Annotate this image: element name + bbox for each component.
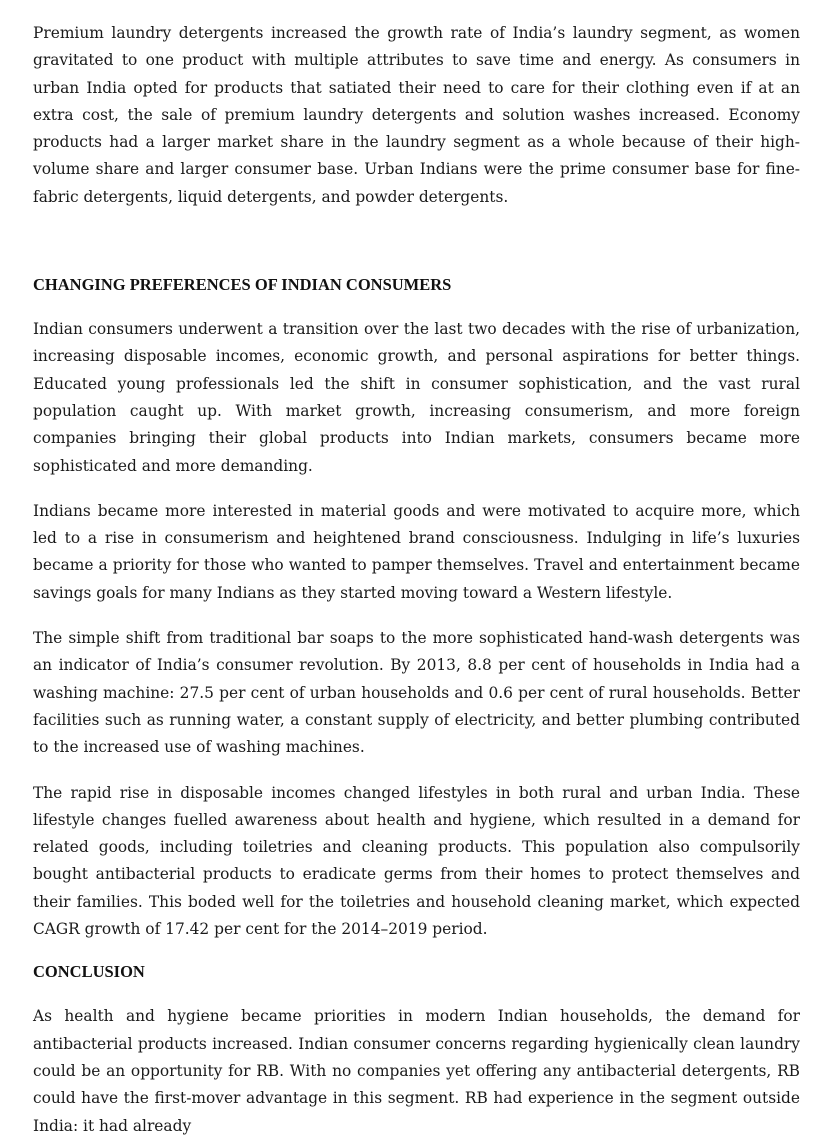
paragraph-bar-soaps: The simple shift from traditional bar soaps to the more sophisticated hand-wash detergents was an indicator of India’s consumer revolution. By 2013, 8.8 per cent of households in India had a washing machine: 27.5 per cent of urban households and 0.6 per cent of rural households. Better facilities such as running water, a constant supply of electricity, and better plumbing contributed to the increased use of washing machines. (33, 629, 800, 757)
paragraph-consumer-transition: Indian consumers underwent a transition over the last two decades with the rise of urbanization, increasing disposable incomes, economic growth, and personal aspirations for better things. Educated young professionals led the shift in consumer sophistication, and the vast rural population caught up. With market growth, increasing consumerism, and more foreign companies bringing their global products into Indian markets, consumers became more sophisticated and more demanding. (33, 320, 800, 475)
paragraph-disposable-incomes: The rapid rise in disposable incomes changed lifestyles in both rural and urban India. These lifestyle changes fuelled awareness about health and hygiene, which resulted in a demand for related goods, including toiletries and cleaning products. This population also compulsorily bought antibacterial products to eradicate germs from their homes to protect themselves and their families. This boded well for the toiletries and household cleaning market, which expected CAGR growth of 17.42 per cent for the 2014–2019 period. (33, 783, 800, 939)
paragraph-material-goods: Indians became more interested in material goods and were motivated to acquire more, which led to a rise in consumerism and heightened brand consciousness. Indulging in life’s luxuries became a priority for those who wanted to pamper themselves. Travel and entertainment became savings goals for many Indians as they started moving toward a Western lifestyle. (33, 501, 800, 602)
paragraph-conclusion: As health and hygiene became priorities in modern Indian households, the demand for antibacterial products increased. Indian consumer concerns regarding hygienically clean laundry could be an opportunity for RB. With no companies yet offering any antibacterial detergents, RB could have the first-mover advantage in this segment. RB had experience in the segment outside India: it had already (33, 1007, 800, 1135)
section-heading-conclusion: CONCLUSION (33, 962, 145, 982)
paragraph-premium-detergents: Premium laundry detergents increased the growth rate of India’s laundry segment, as women gravitated to one product with multiple attributes to save time and energy. As consumers in urban India opted for products that satiated their need to care for their clothing even if at an extra cost, the sale of premium laundry detergents and solution washes increased. Economy products had a larger market share in the laundry segment as a whole because of their high-volume share and larger consumer base. Urban Indians were the prime consumer base for fine-fabric detergents, liquid detergents, and powder detergents. (33, 24, 800, 206)
section-heading-changing-preferences: CHANGING PREFERENCES OF INDIAN CONSUMERS (33, 275, 452, 295)
document-page (33, 20, 800, 1140)
